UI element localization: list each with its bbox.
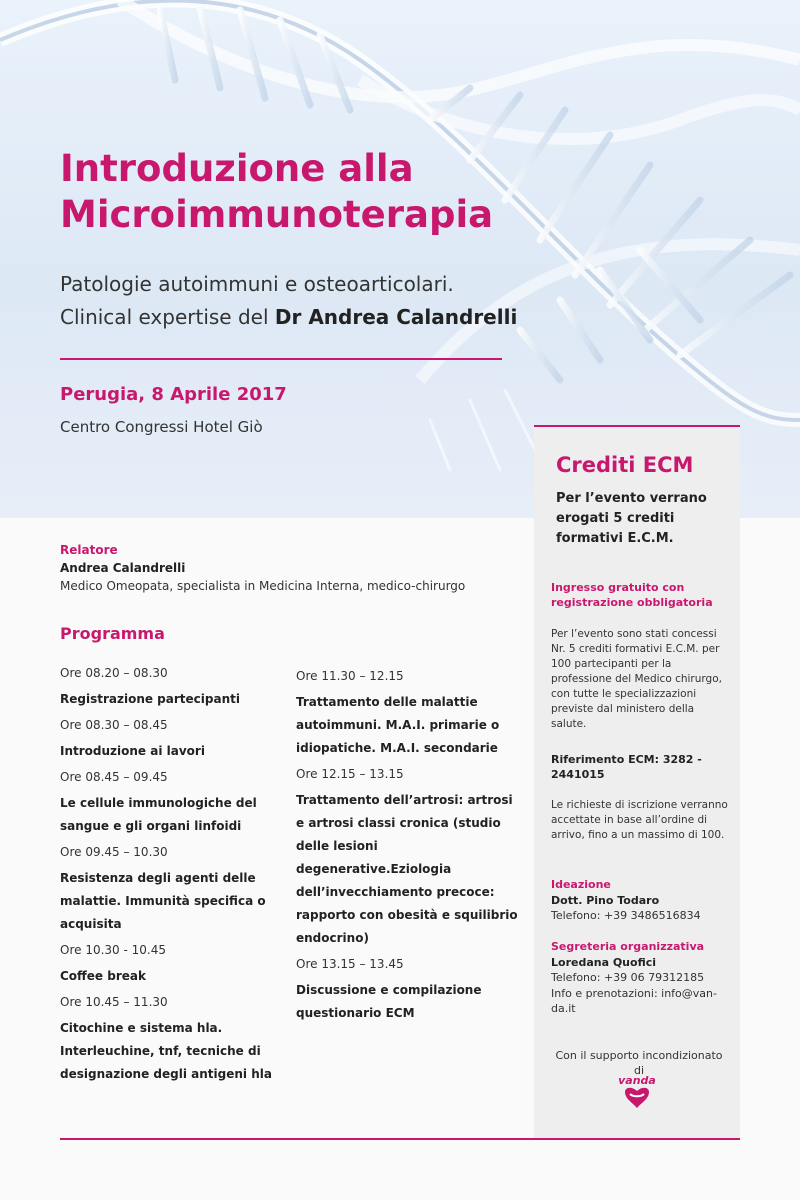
ideazione-phone: Telefono: +39 3486516834 — [551, 909, 701, 922]
programma-column-2 — [296, 665, 521, 1028]
session-title: Citochine e sistema hla. Interleuchine, tnf, tecniche di designazione degli antigeni hla — [60, 1021, 272, 1081]
subtitle-line-2 — [60, 301, 580, 334]
event-subtitle — [60, 268, 580, 334]
session-time: Ore 08.20 – 08.30 — [60, 666, 168, 680]
speaker-name-highlight: Dr Andrea Calandrelli — [274, 305, 518, 329]
session-time: Ore 13.15 – 13.45 — [296, 957, 404, 971]
programma-heading: Programma — [60, 624, 165, 643]
divider-bottom — [60, 1138, 740, 1140]
logo-text: vanda — [618, 1074, 656, 1087]
session-time: Ore 09.45 – 10.30 — [60, 845, 168, 859]
vanda-logo — [612, 1072, 662, 1114]
relatore-heading: Relatore — [60, 543, 118, 557]
segreteria-phone: Telefono: +39 06 79312185 — [551, 971, 705, 984]
session-time: Ore 10.45 – 11.30 — [60, 995, 168, 1009]
ideazione-heading: Ideazione — [551, 878, 611, 891]
session-time: Ore 08.30 – 08.45 — [60, 718, 168, 732]
title-line-2: Microimmunoterapia — [60, 193, 494, 236]
richieste-text: Le richieste di iscrizione verranno accettate in base all’ordine di arrivo, fino a un massimo di 100. — [551, 799, 728, 841]
session-title: Coffee break — [60, 969, 146, 983]
riferimento-ecm: Riferimento ECM: 3282 - 2441015 — [551, 753, 702, 781]
session-time: Ore 10.30 - 10.45 — [60, 943, 166, 957]
event-date: Perugia, 8 Aprile 2017 — [60, 384, 287, 405]
title-line-1: Introduzione alla — [60, 147, 414, 190]
sidebar-lead: Per l’evento verrano erogati 5 crediti formativi E.C.M. — [556, 491, 707, 546]
segreteria-heading: Segreteria organizzativa — [551, 940, 705, 953]
divider-top — [60, 358, 502, 360]
ingresso-heading: Ingresso gratuito con registrazione obbligatoria — [551, 581, 713, 609]
subtitle-prefix: Clinical expertise del — [60, 305, 275, 329]
heart-icon — [625, 1088, 649, 1108]
subtitle-line-1: Patologie autoimmuni e osteoarticolari. — [60, 272, 454, 296]
event-venue: Centro Congressi Hotel Giò — [60, 418, 263, 436]
session-title: Trattamento delle malattie autoimmuni. M.A.I. primarie o idiopatiche. M.A.I. secondarie — [296, 695, 500, 755]
supporto-text: Con il supporto incondizionato di — [555, 1049, 723, 1077]
segreteria-info: Info e prenotazioni: info@van-da.it — [551, 987, 717, 1015]
session-title: Discussione e compilazione questionario ECM — [296, 983, 482, 1020]
session-time: Ore 11.30 – 12.15 — [296, 669, 404, 683]
session-title: Resistenza degli agenti delle malattie. Immunità specifica o acquisita — [60, 871, 266, 931]
session-title: Introduzione ai lavori — [60, 744, 205, 758]
session-title: Registrazione partecipanti — [60, 692, 240, 706]
session-title: Trattamento dell’artrosi: artrosi e artrosi classi cronica (studio delle lesioni degenerative.Eziologia dell’invecchiamento precoce: rapporto con obesità e squilibrio endocrino) — [296, 793, 518, 945]
session-time: Ore 12.15 – 13.15 — [296, 767, 404, 781]
session-time: Ore 08.45 – 09.45 — [60, 770, 168, 784]
sidebar-title: Crediti ECM — [556, 453, 694, 477]
programma-column-1 — [60, 662, 285, 1089]
relatore-name: Andrea Calandrelli — [60, 561, 186, 575]
crediti-ecm-sidebar — [534, 425, 740, 1140]
event-title — [60, 146, 580, 238]
ideazione-name: Dott. Pino Todaro — [551, 894, 660, 907]
session-title: Le cellule immunologiche del sangue e gli organi linfoidi — [60, 796, 257, 833]
relatore-description: Medico Omeopata, specialista in Medicina Interna, medico-chirurgo — [60, 579, 466, 593]
segreteria-name: Loredana Quofici — [551, 956, 657, 969]
ingresso-text: Per l’evento sono stati concessi Nr. 5 crediti formativi E.C.M. per 100 partecipanti per la professione del Medico chirurgo, con tutte le specializzazioni previste dal ministero della salute. — [551, 628, 722, 730]
